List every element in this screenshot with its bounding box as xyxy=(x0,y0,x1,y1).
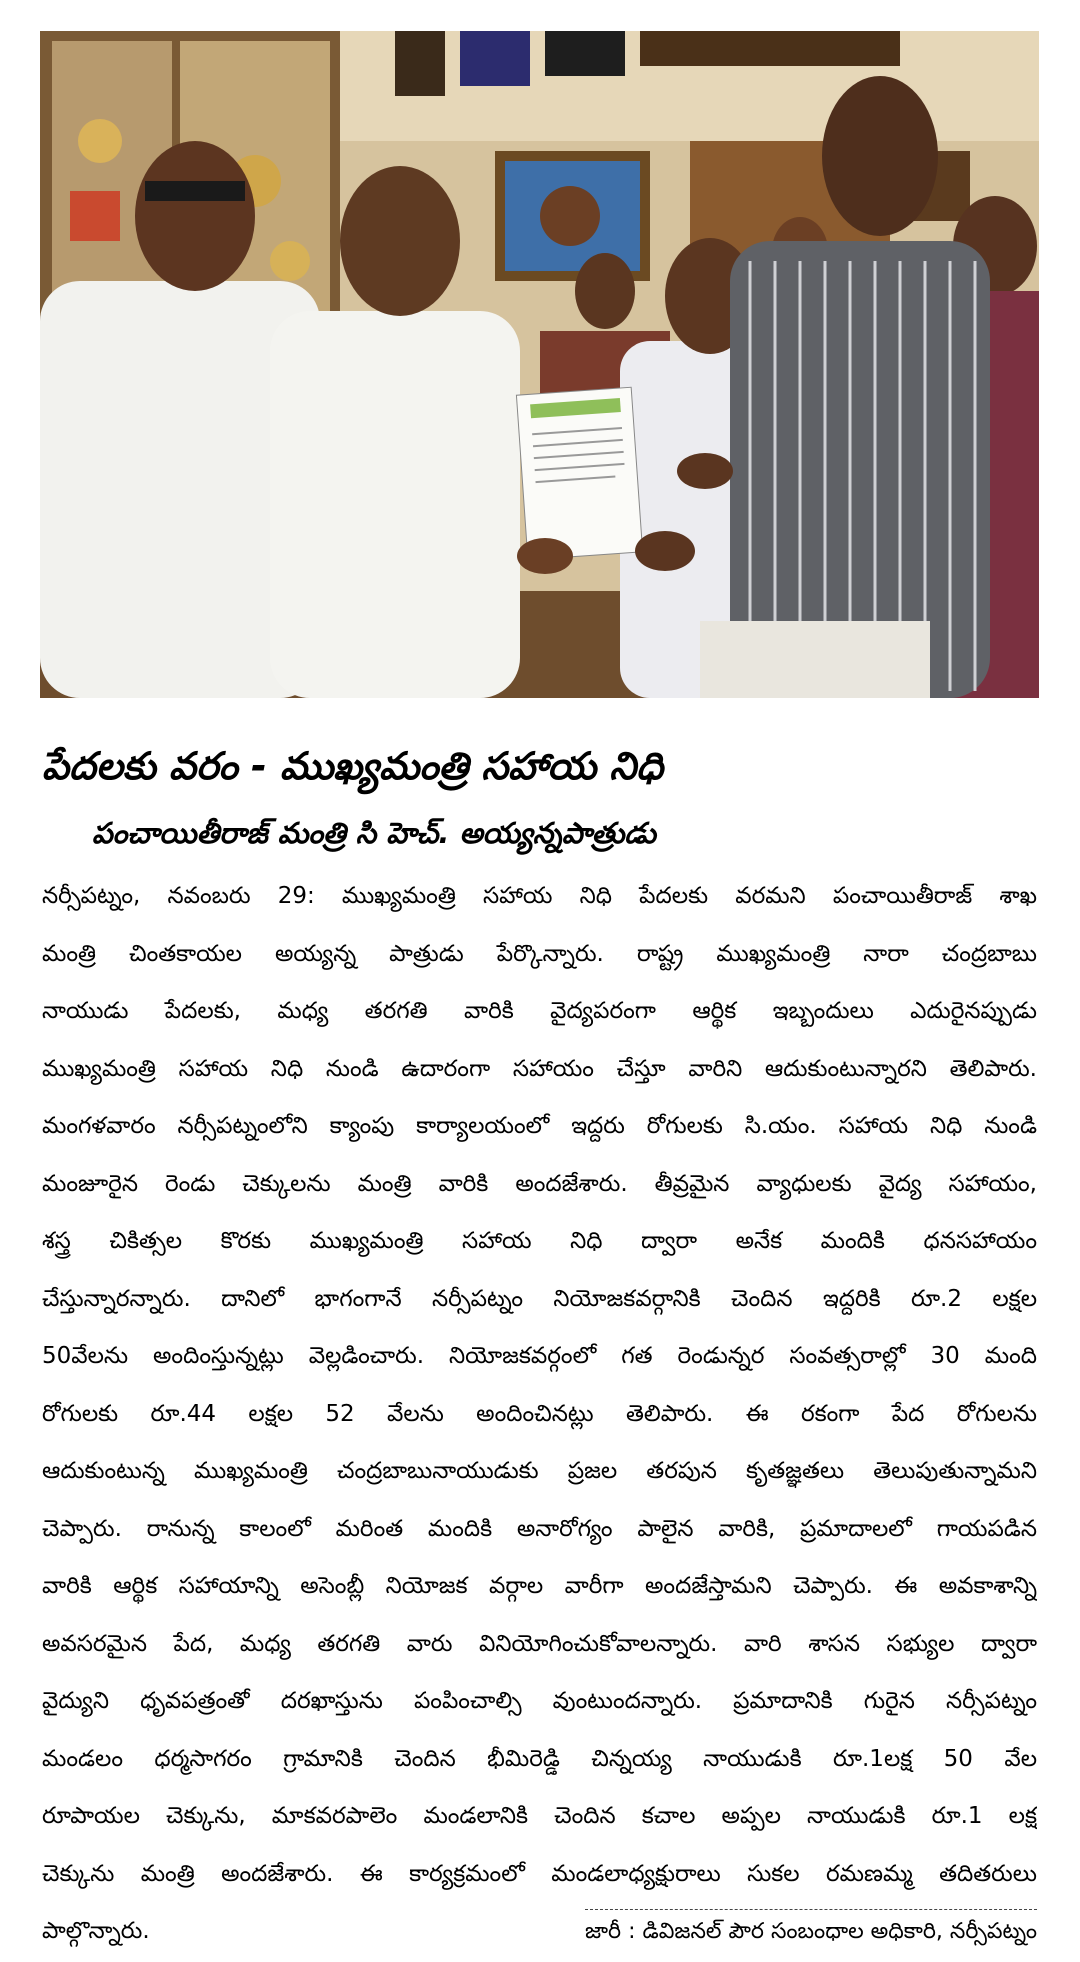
issuer-credit: జారీ : డివిజనల్ పౌర సంబంధాల అధికారి, నర్సీపట్నం xyxy=(585,1909,1037,1954)
article-line: ముఖ్యమంత్రి సహాయ నిధి నుండి ఉదారంగా సహాయం చేస్తూ వారిని ఆదుకుంటున్నారని తెలిపారు. xyxy=(42,1055,1037,1082)
article-line: చెప్పారు. రానున్న కాలంలో మరింత మందికి అనారోగ్యం పాలైన వారికి, ప్రమాదాలలో గాయపడిన xyxy=(42,1515,1037,1542)
article-closing: పాల్గొన్నారు. xyxy=(42,1918,150,1944)
article-line: 50వేలను అందింస్తున్నట్లు వెల్లడించారు. నియోజకవర్గంలో గత రెండున్నర సంవత్సరాల్లో 30 మంది xyxy=(42,1343,1037,1369)
news-photo xyxy=(40,31,1039,698)
article-line: మండలం ధర్మసాగరం గ్రామానికి చెందిన భీమిరెడ్డి చిన్నయ్య నాయుడుకి రూ.1లక్ష 50 వేల xyxy=(42,1745,1037,1772)
article-line: రోగులకు రూ.44 లక్షల 52 వేలను అందించినట్లు తెలిపారు. ఈ రకంగా పేద రోగులను xyxy=(42,1400,1037,1427)
article-line: మంగళవారం నర్సీపట్నంలోని క్యాంపు కార్యాలయంలో ఇద్దరు రోగులకు సి.యం. సహాయ నిధి నుండి xyxy=(42,1113,1037,1139)
article-body xyxy=(42,868,1037,1961)
article-line: మంజూరైన రెండు చెక్కులను మంత్రి వారికి అందజేశారు. తీవ్రమైన వ్యాధులకు వైద్య సహాయం, xyxy=(42,1170,1037,1197)
article-line: వైద్యుని ధృవపత్రంతో దరఖాస్తును పంపించాల్సి వుంటుందన్నారు. ప్రమాదానికి గురైన నర్సీపట్నం xyxy=(42,1688,1037,1714)
article-line: చెక్కును మంత్రి అందజేశారు. ఈ కార్యక్రమంలో మండలాధ్యక్షురాలు సుకల రమణమ్మ తదితరులు xyxy=(42,1860,1037,1887)
article-line: అవసరమైన పేద, మధ్య తరగతి వారు వినియోగించుకోవాలన్నారు. వారి శాసన సభ్యుల ద్వారా xyxy=(42,1630,1037,1657)
document-handed-over xyxy=(516,387,642,560)
article-line: ఆదుకుంటున్న ముఖ్యమంత్రి చంద్రబాబునాయుడుకు ప్రజల తరపున కృతజ్ఞతలు తెలుపుతున్నామని xyxy=(42,1458,1037,1484)
photo-illustration xyxy=(40,31,1039,698)
article-line: చేస్తున్నారన్నారు. దానిలో భాగంగానే నర్సీపట్నం నియోజకవర్గానికి చెందిన ఇద్దరికి రూ.2 లక్షల xyxy=(42,1285,1037,1312)
article-line: వారికి ఆర్థిక సహాయాన్ని అసెంబ్లీ నియోజక వర్గాల వారీగా అందజేస్తామని చెప్పారు. ఈ అవకాశాన్ని xyxy=(42,1573,1037,1599)
article-line: నర్సీపట్నం, నవంబరు 29: ముఖ్యమంత్రి సహాయ నిధి పేదలకు వరమని పంచాయితీరాజ్ శాఖ xyxy=(42,883,1037,909)
article-closing-line xyxy=(42,1903,1037,1961)
article-line: మంత్రి చింతకాయల అయ్యన్న పాత్రుడు పేర్కొన్నారు. రాష్ట్ర ముఖ్యమంత్రి నారా చంద్రబాబు xyxy=(42,940,1037,967)
article-line: రూపాయల చెక్కును, మాకవరపాలెం మండలానికి చెందిన కచాల అప్పల నాయుడుకి రూ.1 లక్ష xyxy=(42,1803,1037,1829)
article-line: శస్త్ర చికిత్సల కొరకు ముఖ్యమంత్రి సహాయ నిధి ద్వారా అనేక మందికి ధనసహాయం xyxy=(42,1228,1037,1254)
article-line: నాయుడు పేదలకు, మధ్య తరగతి వారికి వైద్యపరంగా ఆర్థిక ఇబ్బందులు ఎదురైనప్పుడు xyxy=(42,998,1037,1024)
article-subheadline: పంచాయితీరాజ్ మంత్రి సి హెచ్. అయ్యన్నపాత్రుడు xyxy=(92,816,656,850)
article-headline: పేదలకు వరం - ముఖ్యమంత్రి సహాయ నిధి xyxy=(42,744,664,788)
